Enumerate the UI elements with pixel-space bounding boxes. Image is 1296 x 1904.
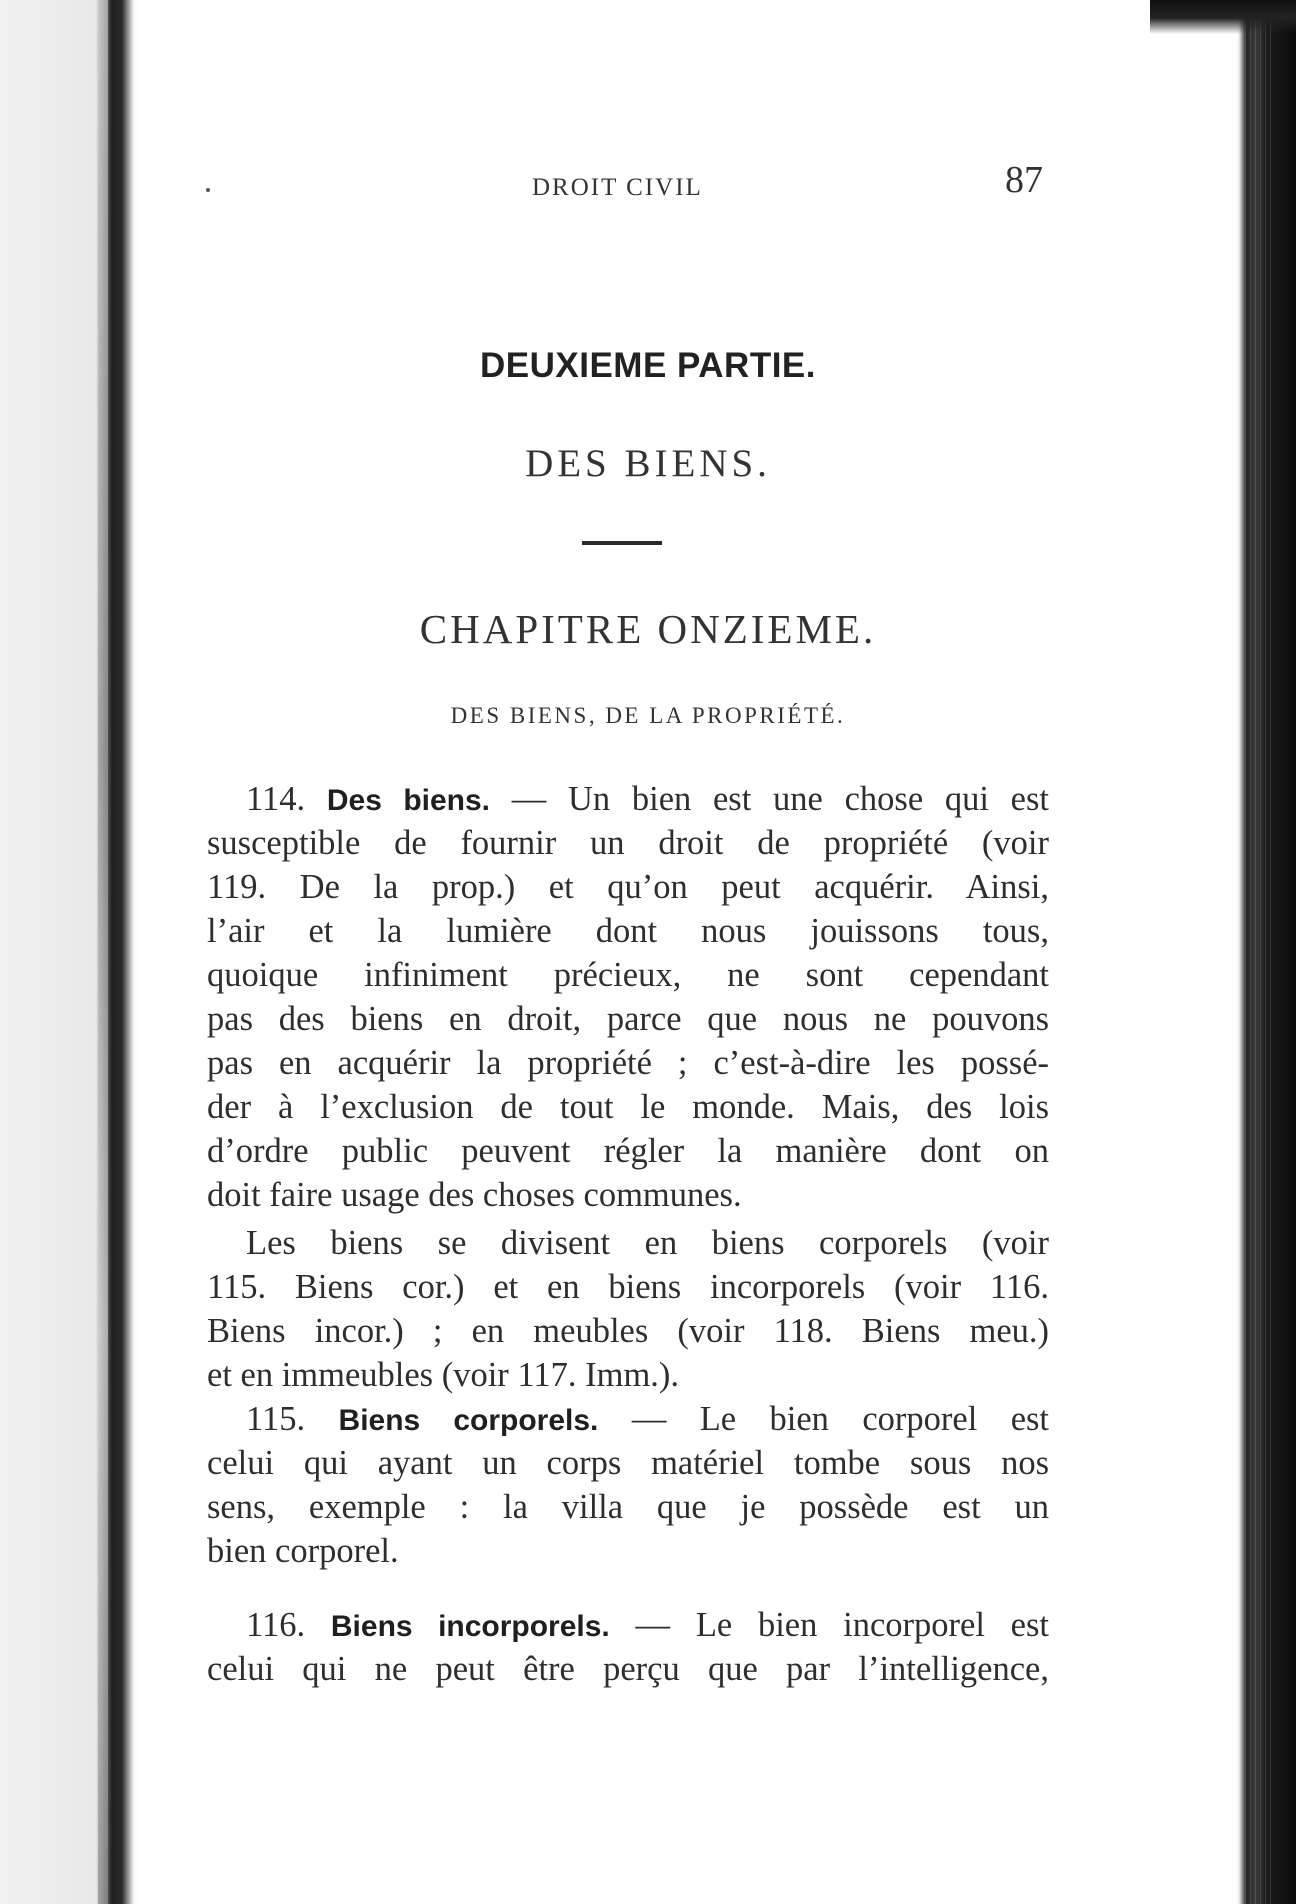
para-114-line xyxy=(246,777,1049,823)
division-line: Les biens se divisent en biens corporels (voir xyxy=(246,1224,1049,1262)
para-115-number: 115. xyxy=(246,1400,306,1438)
para-115-line xyxy=(246,1397,1049,1443)
scan-left-page-edge xyxy=(0,0,140,1904)
scan-right-edge-page-stack xyxy=(1245,0,1271,1904)
para-115-line: sens, exemple : la villa que je possède est un xyxy=(207,1488,1049,1526)
para-114-line: doit faire usage des choses communes. xyxy=(207,1176,742,1214)
para-114-line: d’ordre public peuvent régler la manière dont on xyxy=(207,1132,1049,1170)
scan-left-edge-shadow xyxy=(98,0,108,1904)
para-115-line: bien corporel. xyxy=(207,1532,399,1570)
para-114-line: quoique infiniment précieux, ne sont cependant xyxy=(207,956,1049,994)
division-line: 115. Biens cor.) et en biens incorporels (voir 116. xyxy=(207,1268,1049,1306)
page-number: 87 xyxy=(1005,159,1043,201)
para-114-line: susceptible de fournir un droit de propriété (voir xyxy=(207,824,1049,862)
division-line: et en immeubles (voir 117. Imm.). xyxy=(207,1356,680,1394)
section-title: DES BIENS. xyxy=(525,442,771,485)
chapter-subtitle: DES BIENS, DE LA PROPRIÉTÉ. xyxy=(450,703,846,728)
division-line: Biens incor.) ; en meubles (voir 118. Biens meu.) xyxy=(207,1312,1049,1350)
part-title: DEUXIEME PARTIE. xyxy=(479,346,816,385)
para-115-term: Biens corporels. xyxy=(338,1404,599,1437)
para-114-line: l’air et la lumière dont nous jouissons tous, xyxy=(207,912,1049,950)
para-114-line: 119. De la prop.) et qu’on peut acquérir. Ainsi, xyxy=(207,868,1049,906)
header-dot-mark xyxy=(206,188,210,192)
scan-top-right-corner xyxy=(1150,0,1296,34)
para-115-line: celui qui ayant un corps matériel tombe sous nos xyxy=(207,1444,1049,1482)
running-title: DROIT CIVIL xyxy=(532,174,703,201)
para-116-number: 116. xyxy=(246,1606,306,1644)
para-115-text: — Le bien corporel est xyxy=(598,1400,1050,1438)
para-114-number: 114. xyxy=(246,780,306,818)
para-116-line xyxy=(246,1603,1049,1649)
title-rule xyxy=(582,541,662,545)
running-header xyxy=(0,159,1296,210)
para-116-line: celui qui ne peut être perçu que par l’intelligence, xyxy=(207,1650,1049,1688)
para-114-line: pas en acquérir la propriété ; c’est-à-dire les possé- xyxy=(207,1044,1049,1082)
chapter-title: CHAPITRE ONZIEME. xyxy=(419,606,877,652)
para-114-line: pas des biens en droit, parce que nous ne pouvons xyxy=(207,1000,1049,1038)
para-114-line: der à l’exclusion de tout le monde. Mais, des lois xyxy=(207,1088,1049,1126)
para-114-text: — Un bien est une chose qui est xyxy=(490,780,1050,818)
para-116-text: — Le bien incorporel est xyxy=(609,1606,1050,1644)
para-114-term: Des biens. xyxy=(326,784,491,817)
para-116-term: Biens incorporels. xyxy=(330,1610,610,1643)
